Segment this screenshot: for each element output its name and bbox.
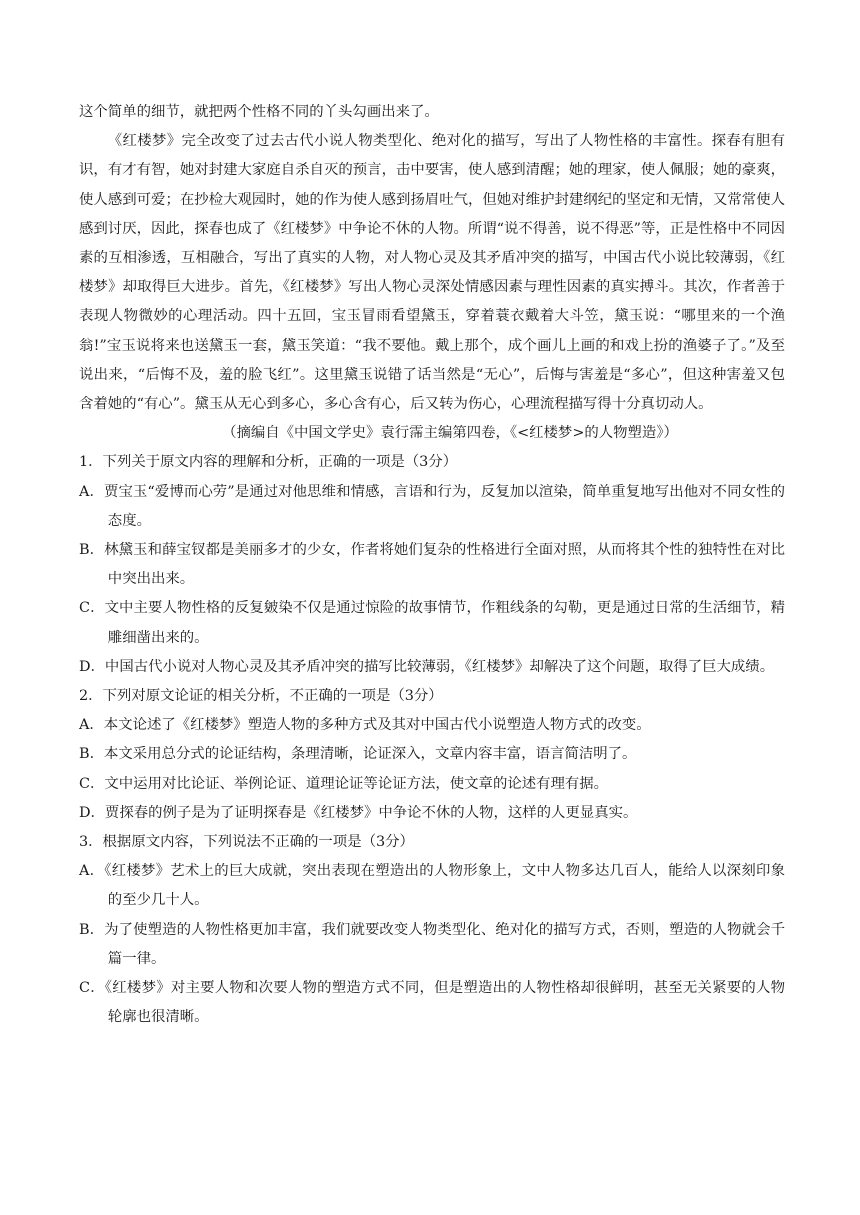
question-3 — [79, 828, 785, 1032]
question-2-stem: 2．下列对原文论证的相关分析，不正确的一项是（3分） — [79, 688, 443, 705]
question-2-option-d: D．贾探春的例子是为了证明探春是《红楼梦》中争论不休的人物，这样的人更显真实。 — [79, 804, 638, 821]
question-1-option-d: D．中国古代小说对人物心灵及其矛盾冲突的描写比较薄弱，《红楼梦》却解决了这个问题，取得了巨大成绩。 — [79, 658, 775, 675]
passage-paragraph-2: 《红楼梦》完全改变了过去古代小说人物类型化、绝对化的描写，写出了人物性格的丰富性。探春有胆有识，有才有智，她对封建大家庭自杀自灭的预言，击中要害，使人感到清醒；她的理家，使人佩服；她的豪爽，使人感到可爱；在抄检大观园时，她的作为使人感到扬眉吐气，但她对维护封建纲纪的坚定和无情，又常常使人感到讨厌，因此，探春也成了《红楼梦》中争论不休的人物。所谓“说不得善，说不得恶”等，正是性格中不同因素的互相渗透，互相融合，写出了真实的人物，对人物心灵及其矛盾冲突的描写，中国古代小说比较薄弱，《红楼梦》却取得巨大进步。首先，《红楼梦》写出人物心灵深处情感因素与理性因素的真实搏斗。其次，作者善于表现人物微妙的心理活动。四十五回，宝玉冒雨看望黛玉，穿着蓑衣戴着大斗笠，黛玉说：“哪里来的一个渔翁!”宝玉说将来也送黛玉一套，黛玉笑道：“我不要他。戴上那个，成个画儿上画的和戏上扮的渔婆子了。”及至说出来，“后悔不及，羞的脸飞红”。这里黛玉说错了话当然是“无心”，后悔与害羞是“多心”，但这种害羞又包含着她的“有心”。黛玉从无心到多心，多心含有心，后又转为伤心，心理流程描写得十分真切动人。 — [79, 133, 785, 413]
question-2 — [79, 682, 785, 828]
question-2-option-b: B．本文采用总分式的论证结构，条理清晰，论证深入，文章内容丰富，语言简洁明了。 — [79, 746, 637, 763]
passage-paragraph-1: 这个简单的细节，就把两个性格不同的丫头勾画出来了。 — [79, 104, 439, 120]
question-1-option-b: B．林黛玉和薛宝钗都是美丽多才的少女，作者将她们复杂的性格进行全面对照，从而将其个性的独特性在对比中突出出来。 — [79, 542, 785, 588]
question-3-stem: 3．根据原文内容，下列说法不正确的一项是（3分） — [79, 834, 414, 851]
question-2-option-a: A．本文论述了《红楼梦》塑造人物的多种方式及其对中国古代小说塑造人物方式的改变。 — [79, 717, 651, 734]
question-1-option-c: C．文中主要人物性格的反复皴染不仅是通过惊险的故事情节，作粗线条的勾勒，更是通过日常的生活细节，精雕细凿出来的。 — [79, 600, 785, 646]
question-1-option-a: A．贾宝玉“爱博而心劳”是通过对他思维和情感，言语和行为，反复加以渲染，简单重复地写出他对不同女性的态度。 — [79, 483, 785, 529]
question-3-option-a: A．《红楼梦》艺术上的巨大成就，突出表现在塑造出的人物形象上，文中人物多达几百人，能给人以深刻印象的至少几十人。 — [79, 863, 785, 909]
document-page — [79, 98, 785, 1033]
source-citation: （摘编自《中国文学史》袁行霈主编第四卷，《<红楼梦>的人物塑造》） — [222, 425, 678, 442]
question-1 — [79, 448, 785, 682]
question-3-option-b: B．为了使塑造的人物性格更加丰富，我们就要改变人物类型化、绝对化的描写方式，否则，塑造的人物就会千篇一律。 — [79, 921, 785, 967]
question-3-option-c: C．《红楼梦》对主要人物和次要人物的塑造方式不同，但是塑造出的人物性格却很鲜明，甚至无关紧要的人物轮廓也很清晰。 — [79, 980, 785, 1026]
question-1-stem: 1．下列关于原文内容的理解和分析，正确的一项是（3分） — [79, 454, 458, 471]
question-2-option-c: C．文中运用对比论证、举例论证、道理论证等论证方法，使文章的论述有理有据。 — [79, 775, 609, 792]
